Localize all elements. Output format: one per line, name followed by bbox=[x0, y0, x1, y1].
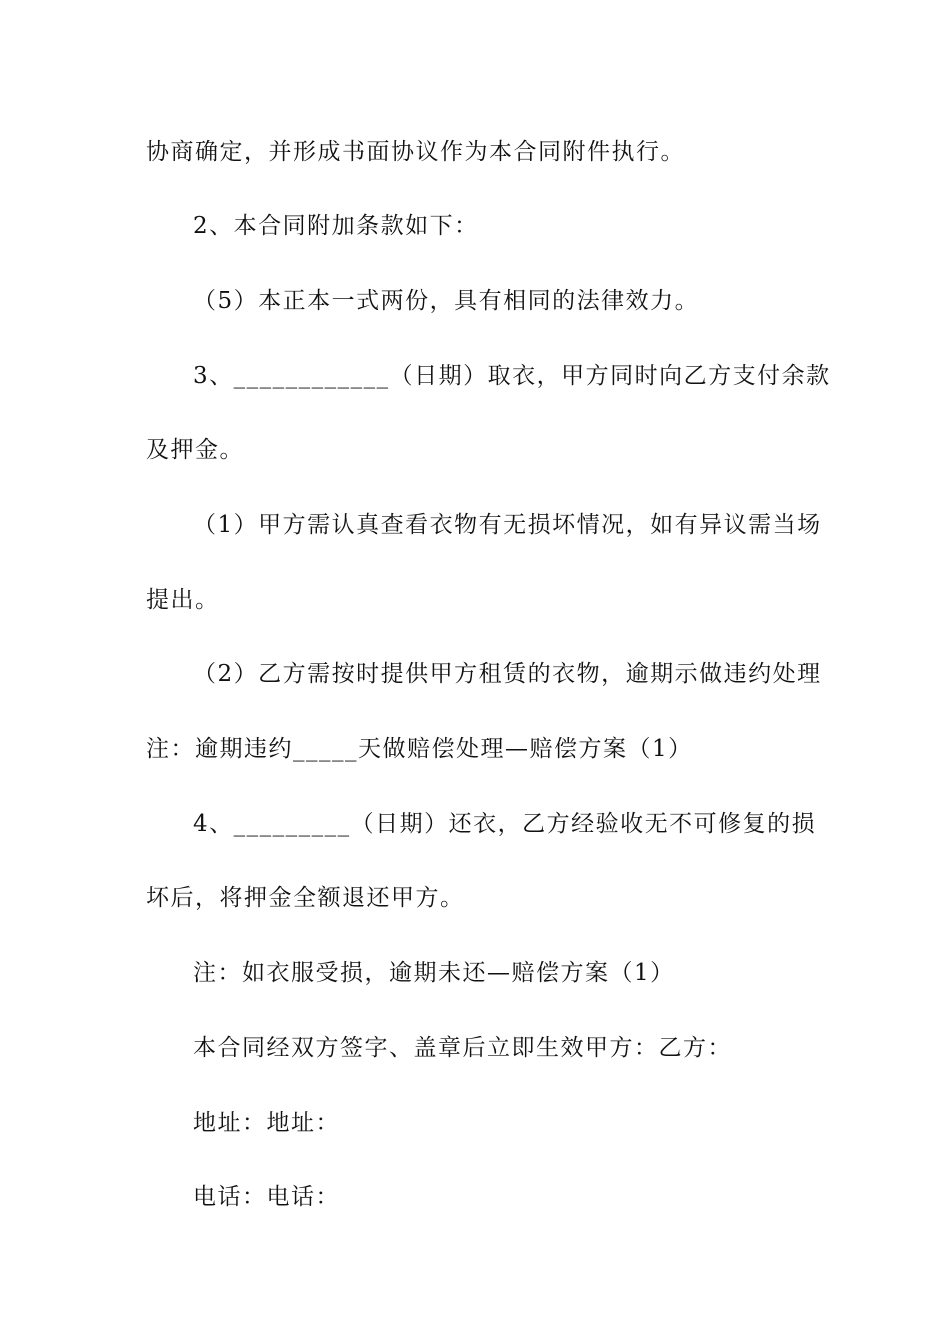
note-overdue-penalty: 注：逾期违约_____天做赔偿处理—赔偿方案（1） bbox=[146, 736, 693, 762]
clause-3-item-2: （2）乙方需按时提供甲方租赁的衣物，逾期示做违约处理 bbox=[193, 661, 822, 687]
signature-parties: 本合同经双方签字、盖章后立即生效甲方：乙方： bbox=[193, 1035, 732, 1061]
clause-4-line-1: 4、_________（日期）还衣，乙方经验收无不可修复的损 bbox=[193, 811, 817, 837]
clause-3-line-2: 及押金。 bbox=[146, 437, 244, 463]
clause-2-item-5: （5）本正本一式两份，具有相同的法律效力。 bbox=[193, 288, 700, 314]
clause-4-line-2: 坏后，将押金全额退还甲方。 bbox=[146, 885, 465, 911]
clause-3-item-1-line-1: （1）甲方需认真查看衣物有无损坏情况，如有异议需当场 bbox=[193, 512, 822, 538]
phone-fields: 电话：电话： bbox=[193, 1184, 340, 1210]
paragraph-line-1: 协商确定，并形成书面协议作为本合同附件执行。 bbox=[146, 139, 685, 165]
note-damage: 注：如衣服受损，逾期未还—赔偿方案（1） bbox=[193, 960, 675, 986]
clause-3-item-1-line-2: 提出。 bbox=[146, 587, 220, 613]
clause-3-line-1: 3、____________（日期）取衣，甲方同时向乙方支付余款 bbox=[193, 363, 831, 389]
clause-2-heading: 2、本合同附加条款如下： bbox=[193, 213, 479, 239]
address-fields: 地址：地址： bbox=[193, 1110, 340, 1136]
